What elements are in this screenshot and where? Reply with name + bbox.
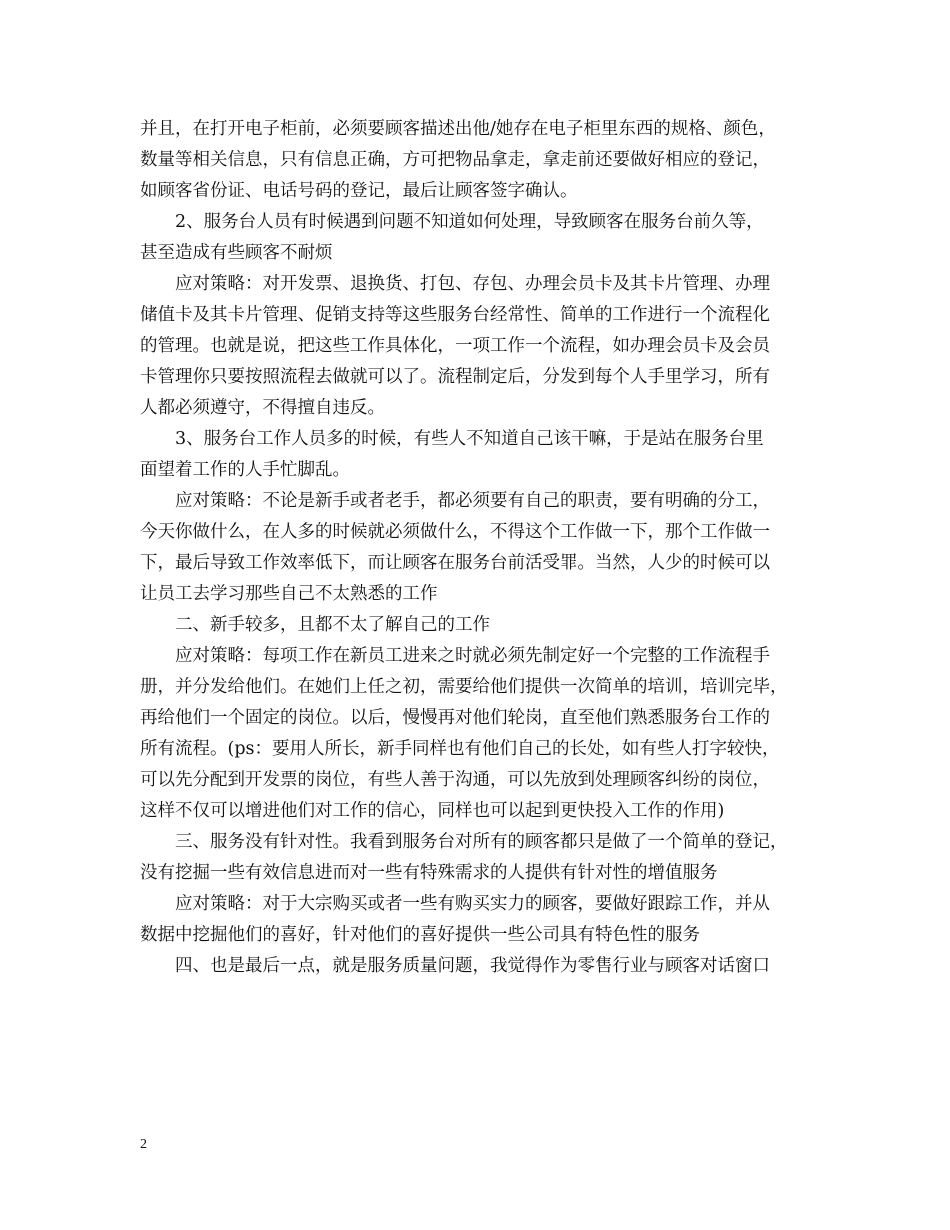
paragraph-line: 所有流程。(ps：要用人所长，新手同样也有他们自己的长处，如有些人打字较快， xyxy=(140,739,780,759)
paragraph-line: 没有挖掘一些有效信息进而对一些有特殊需求的人提供有针对性的增值服务 xyxy=(140,863,718,883)
paragraph-line: 下，最后导致工作效率低下，而让顾客在服务台前活受罪。当然，人少的时候可以 xyxy=(140,553,770,573)
page-number: 2 xyxy=(140,1137,147,1152)
paragraph-line: 这样不仅可以增进他们对工作的信心，同样也可以起到更快投入工作的作用) xyxy=(140,801,725,821)
paragraph-line: 并且，在打开电子柜前，必须要顾客描述出他/她存在电子柜里东西的规格、颜色， xyxy=(140,119,776,139)
paragraph xyxy=(140,641,820,827)
paragraph-line: 册，并分发给他们。在她们上任之初，需要给他们提供一次简单的培训，培训完毕， xyxy=(140,677,788,697)
paragraph-line: 甚至造成有些顾客不耐烦 xyxy=(140,243,333,263)
paragraph-line: 应对策略：不论是新手或者老手，都必须要有自己的职责，要有明确的分工， xyxy=(175,491,770,511)
paragraph xyxy=(140,114,820,207)
paragraph-line: 二、新手较多，且都不太了解自己的工作 xyxy=(175,615,490,635)
paragraph-line: 四、也是最后一点，就是服务质量问题，我觉得作为零售行业与顾客对话窗口 xyxy=(175,956,770,976)
paragraph xyxy=(140,827,820,889)
paragraph xyxy=(140,486,820,610)
paragraph-line: 数据中挖掘他们的喜好，针对他们的喜好提供一些公司具有特色性的服务 xyxy=(140,925,700,945)
paragraph-line: 3、服务台工作人员多的时候，有些人不知道自己该干嘛，于是站在服务台里 xyxy=(175,429,764,449)
paragraph-line: 应对策略：对开发票、退换货、打包、存包、办理会员卡及其卡片管理、办理 xyxy=(175,274,770,294)
paragraph-line: 可以先分配到开发票的岗位，有些人善于沟通，可以先放到处理顾客纠纷的岗位， xyxy=(140,770,770,790)
paragraph xyxy=(140,269,820,424)
paragraph xyxy=(140,424,820,486)
paragraph-line: 2、服务台人员有时候遇到问题不知道如何处理，导致顾客在服务台前久等， xyxy=(175,212,764,232)
paragraph-line: 人都必须遵守，不得擅自违反。 xyxy=(140,398,385,418)
paragraph xyxy=(140,207,820,269)
paragraph-line: 如顾客省份证、电话号码的登记，最后让顾客签字确认。 xyxy=(140,181,578,201)
paragraph-line: 应对策略：每项工作在新员工进来之时就必须先制定好一个完整的工作流程手 xyxy=(175,646,770,666)
paragraph-line: 今天你做什么，在人多的时候就必须做什么，不得这个工作做一下，那个工作做一 xyxy=(140,522,770,542)
paragraph xyxy=(140,889,820,951)
paragraph-line: 应对策略：对于大宗购买或者一些有购买实力的顾客，要做好跟踪工作，并从 xyxy=(175,894,770,914)
paragraph-line: 让员工去学习那些自己不太熟悉的工作 xyxy=(140,584,438,604)
paragraph-line: 数量等相关信息，只有信息正确，方可把物品拿走，拿走前还要做好相应的登记， xyxy=(140,150,770,170)
paragraph xyxy=(140,951,820,982)
paragraph-line: 再给他们一个固定的岗位。以后，慢慢再对他们轮岗，直至他们熟悉服务台工作的 xyxy=(140,708,770,728)
paragraph-line: 面望着工作的人手忙脚乱。 xyxy=(140,460,350,480)
paragraph-line: 的管理。也就是说，把这些工作具体化，一项工作一个流程，如办理会员卡及会员 xyxy=(140,336,770,356)
paragraph-line: 储值卡及其卡片管理、促销支持等这些服务台经常性、简单的工作进行一个流程化 xyxy=(140,305,770,325)
paragraph xyxy=(140,610,820,641)
paragraph-line: 三、服务没有针对性。我看到服务台对所有的顾客都只是做了一个简单的登记， xyxy=(175,832,788,852)
document-body xyxy=(140,114,820,982)
paragraph-line: 卡管理你只要按照流程去做就可以了。流程制定后，分发到每个人手里学习，所有 xyxy=(140,367,770,387)
